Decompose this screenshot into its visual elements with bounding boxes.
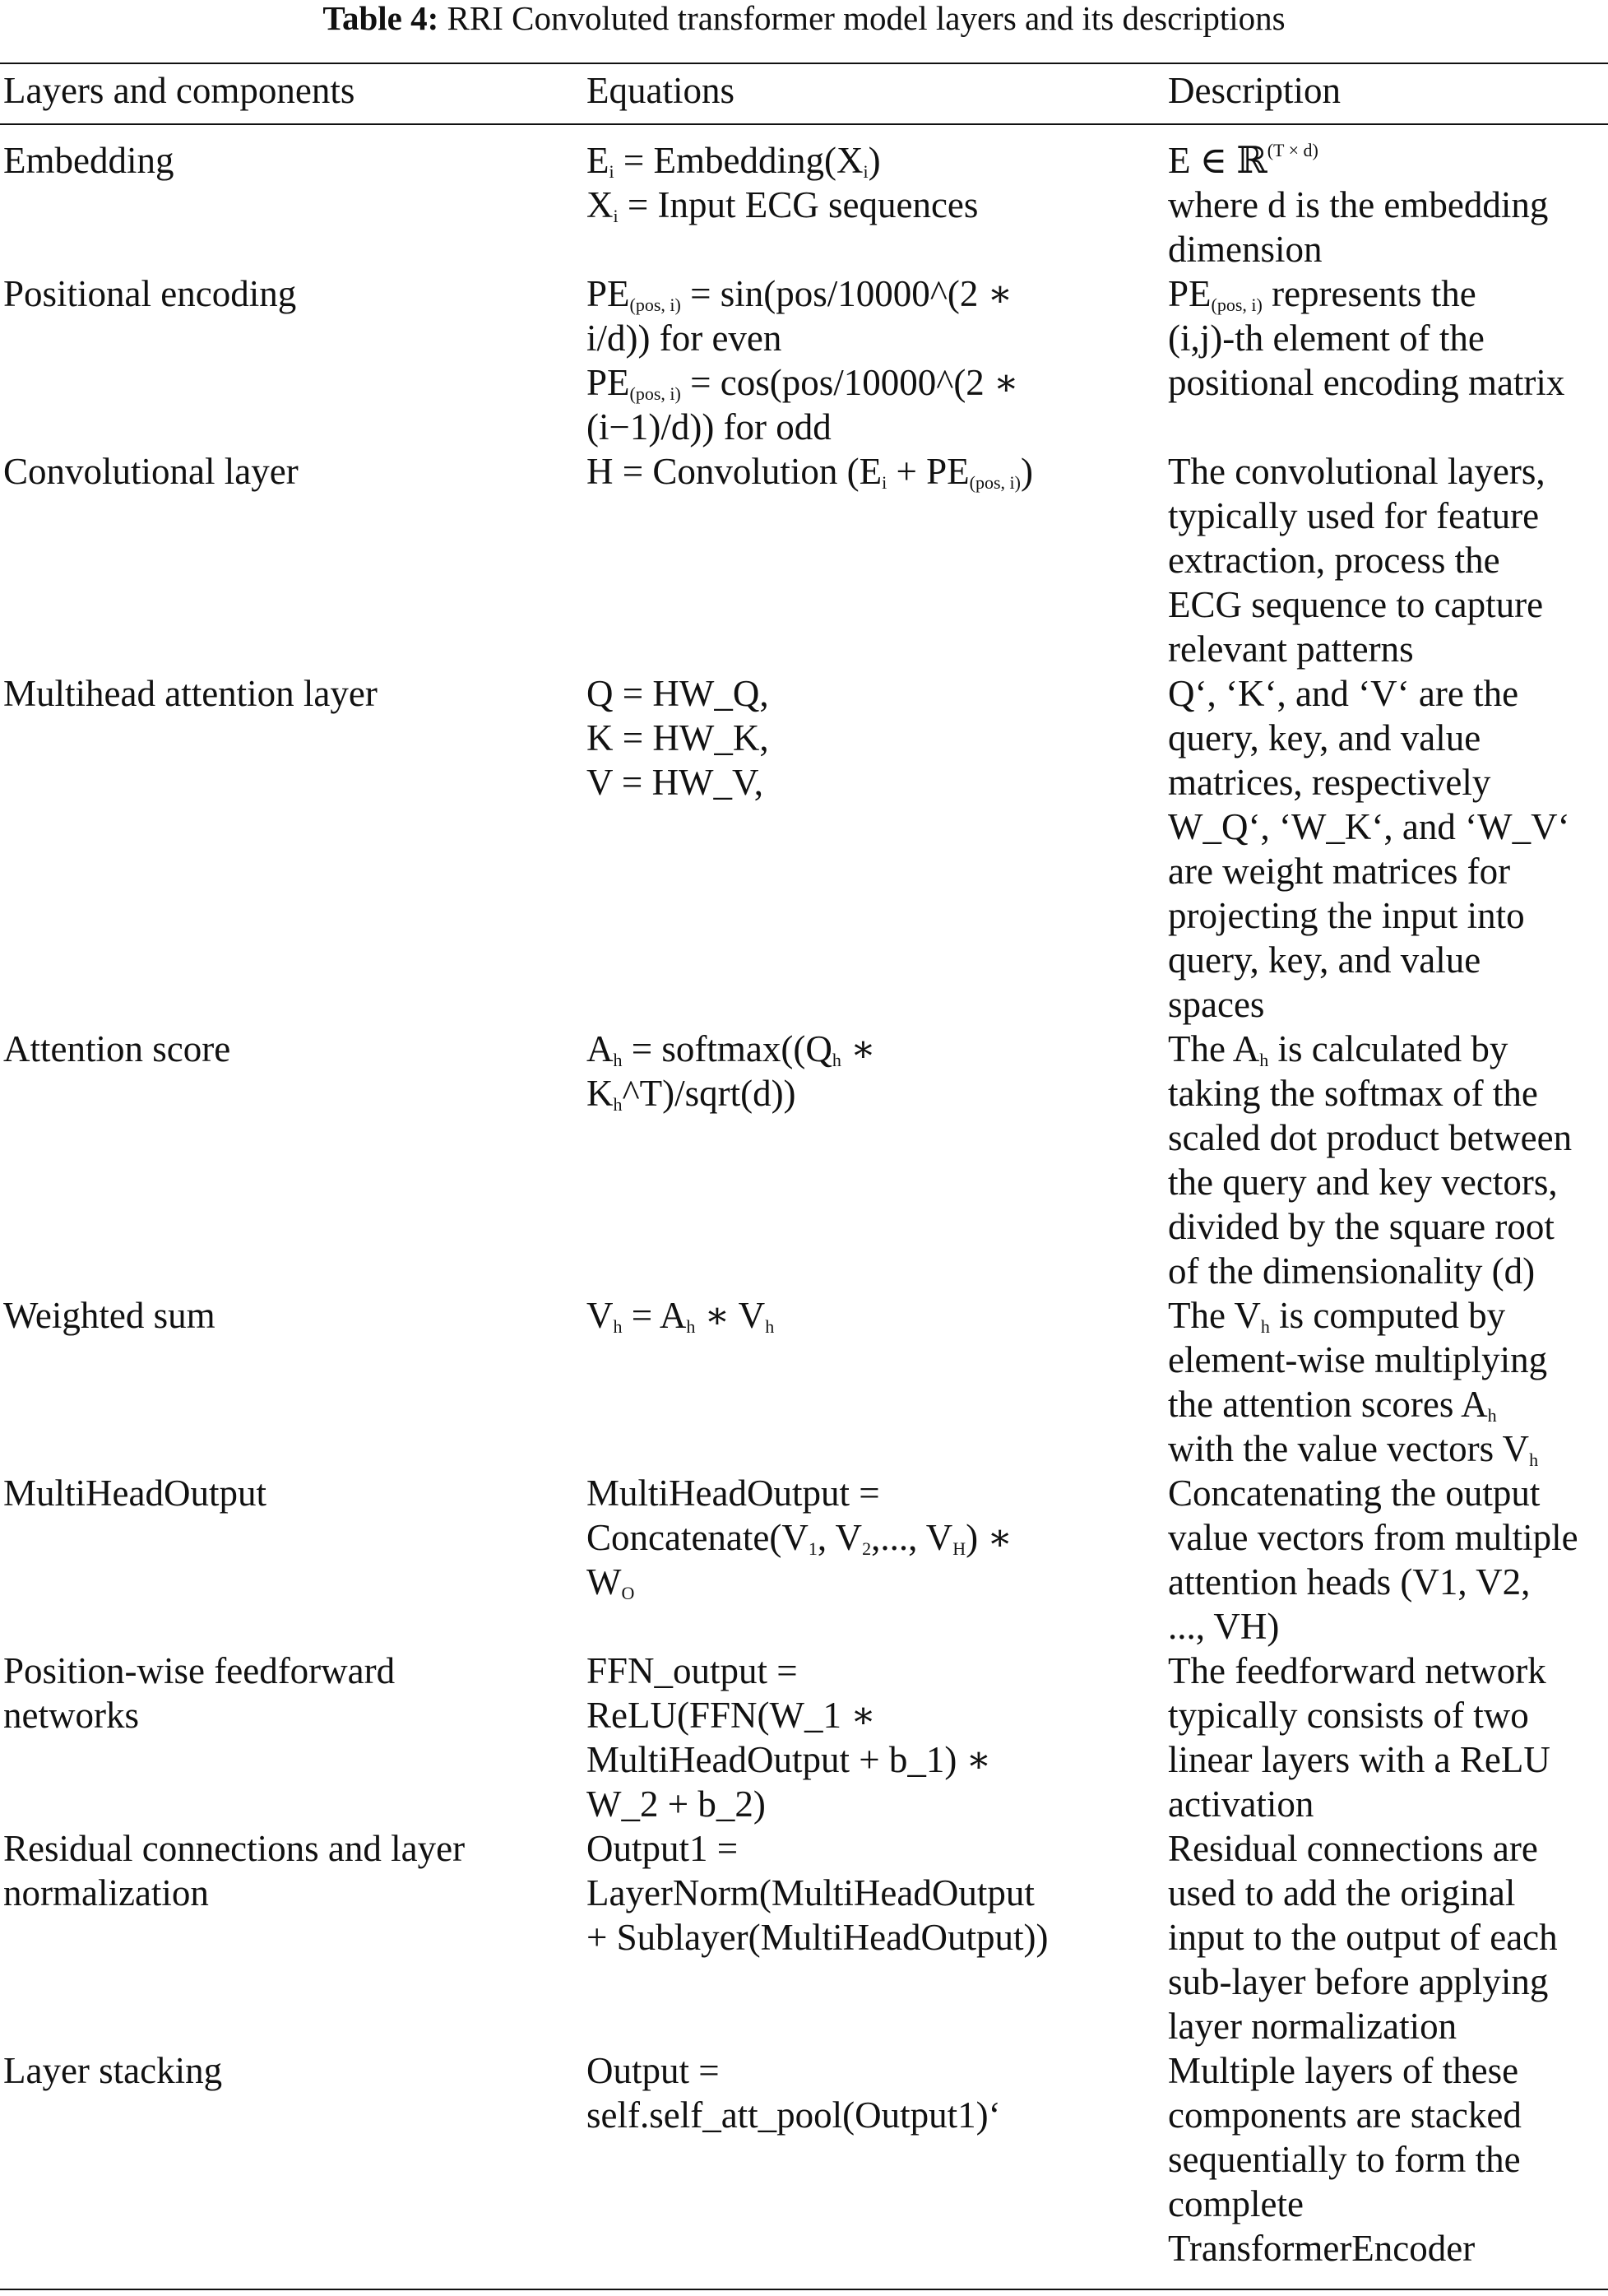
cell-layer bbox=[3, 2048, 222, 2093]
cell-equation bbox=[586, 449, 1033, 494]
cell-description bbox=[1168, 1471, 1578, 1649]
cell-line: dimension bbox=[1168, 229, 1323, 270]
cell-layer bbox=[3, 138, 174, 183]
cell-line: query, key, and value bbox=[1168, 717, 1481, 758]
header-equations: Equations bbox=[586, 70, 734, 111]
cell-line: input to the output of each bbox=[1168, 1917, 1558, 1958]
cell-line: V = HW_V, bbox=[586, 762, 763, 803]
cell-line: $K_h\^{}T)/sqrt(d)$) bbox=[586, 1073, 796, 1115]
cell-description bbox=[1168, 271, 1564, 405]
cell-line: taking the softmax of the bbox=[1168, 1073, 1538, 1114]
cell-line: layer normalization bbox=[1168, 2006, 1457, 2047]
cell-line: are weight matrices for bbox=[1168, 851, 1511, 892]
header-rule bbox=[0, 123, 1608, 125]
cell-line: The $V_h$ is computed by bbox=[1168, 1295, 1506, 1337]
cell-layer bbox=[3, 1649, 395, 1737]
cell-line: $Concatenate(V_1$, $V_2$,..., $V_H$) ∗ bbox=[586, 1517, 1013, 1559]
cell-line: Multihead attention layer bbox=[3, 673, 378, 714]
cell-equation bbox=[586, 138, 978, 227]
cell-line: used to add the original bbox=[1168, 1872, 1516, 1913]
cell-layer bbox=[3, 1471, 266, 1515]
cell-line: normalization bbox=[3, 1872, 209, 1913]
cell-layer bbox=[3, 271, 296, 316]
cell-layer bbox=[3, 1027, 230, 1071]
cell-line: element-wise multiplying bbox=[1168, 1339, 1548, 1380]
cell-line: Q‘, ‘K‘, and ‘V‘ are the bbox=[1168, 673, 1519, 714]
cell-line: (i,j)-th element of the bbox=[1168, 318, 1485, 359]
cell-line: complete bbox=[1168, 2183, 1304, 2224]
cell-line: MultiHeadOutput + b_1) ∗ bbox=[586, 1739, 992, 1780]
cell-layer bbox=[3, 1826, 465, 1915]
cell-equation bbox=[586, 1293, 774, 1338]
cell-line: MultiHeadOutput = bbox=[586, 1473, 880, 1514]
cell-line: MultiHeadOutput bbox=[3, 1473, 266, 1514]
cell-line: W_Q‘, ‘W_K‘, and ‘W_V‘ bbox=[1168, 806, 1570, 847]
cell-line: Position-wise feedforward bbox=[3, 1650, 396, 1691]
cell-line: positional encoding matrix bbox=[1168, 362, 1565, 403]
cell-line: projecting the input into bbox=[1168, 895, 1525, 936]
cell-line: Embedding bbox=[3, 140, 174, 181]
cell-line: of the dimensionality (d) bbox=[1168, 1250, 1536, 1292]
cell-line: $A_h$ = $softmax((Q_h$ ∗ bbox=[586, 1028, 876, 1070]
cell-line: scaled dot product between bbox=[1168, 1117, 1573, 1158]
cell-description bbox=[1168, 1293, 1547, 1471]
cell-line: Attention score bbox=[3, 1028, 231, 1069]
cell-line: Output1 = bbox=[586, 1828, 739, 1869]
cell-line: $X_i$ = Input ECG sequences bbox=[586, 184, 979, 226]
cell-line: Layer stacking bbox=[3, 2050, 223, 2091]
cell-line: The feedforward network bbox=[1168, 1650, 1546, 1691]
cell-description bbox=[1168, 449, 1545, 671]
table-caption bbox=[0, 0, 1608, 36]
cell-line: sub-layer before applying bbox=[1168, 1961, 1549, 2002]
header-layers: Layers and components bbox=[3, 70, 355, 111]
cell-line: sequentially to form the bbox=[1168, 2139, 1521, 2180]
cell-line: $PE_{(pos, i)}$ = sin(pos/10000^(2 ∗ bbox=[586, 273, 1013, 315]
cell-line: Convolutional layer bbox=[3, 451, 299, 492]
cell-line: Residual connections and layer bbox=[3, 1828, 466, 1869]
cell-line: typically consists of two bbox=[1168, 1695, 1529, 1736]
cell-line: $V_h = A_h$ ∗ $V_h$ bbox=[586, 1295, 775, 1337]
cell-layer bbox=[3, 449, 299, 494]
cell-line: Concatenating the output bbox=[1168, 1473, 1541, 1514]
cell-line: The $A_h$ is calculated by bbox=[1168, 1028, 1508, 1070]
cell-equation bbox=[586, 1027, 876, 1116]
cell-line: Residual connections are bbox=[1168, 1828, 1538, 1869]
cell-equation bbox=[586, 1649, 991, 1826]
cell-line: the query and key vectors, bbox=[1168, 1162, 1558, 1203]
cell-line: divided by the square root bbox=[1168, 1206, 1555, 1247]
bottom-rule bbox=[0, 2289, 1608, 2290]
cell-line: query, key, and value bbox=[1168, 939, 1481, 981]
cell-line: Q = HW_Q, bbox=[586, 673, 769, 714]
cell-line: i/d)) for even bbox=[586, 318, 782, 359]
cell-equation bbox=[586, 1471, 1013, 1604]
cell-line: components are stacked bbox=[1168, 2094, 1522, 2136]
cell-line: ECG sequence to capture bbox=[1168, 584, 1544, 625]
cell-line: value vectors from multiple bbox=[1168, 1517, 1578, 1558]
cell-line: Output = bbox=[586, 2050, 720, 2091]
cell-line: TransformerEncoder bbox=[1168, 2228, 1476, 2269]
cell-line: Multiple layers of these bbox=[1168, 2050, 1519, 2091]
cell-line: extraction, process the bbox=[1168, 540, 1500, 581]
cell-line: typically used for feature bbox=[1168, 495, 1540, 536]
cell-description bbox=[1168, 2048, 1522, 2270]
cell-line: $E_i$ = $Embedding(X_i)$ bbox=[586, 140, 881, 182]
cell-line: E ∈ ℝ$^{(T \times d)}$ bbox=[1168, 140, 1318, 181]
cell-line: networks bbox=[3, 1695, 139, 1736]
cell-description bbox=[1168, 1826, 1558, 2048]
cell-line: K = HW_K, bbox=[586, 717, 769, 758]
header-description: Description bbox=[1168, 70, 1341, 111]
cell-line: $PE_{(pos, i)}$ = cos(pos/10000^(2 ∗ bbox=[586, 362, 1019, 404]
cell-equation bbox=[586, 1826, 1049, 1960]
cell-line: where d is the embedding bbox=[1168, 184, 1549, 225]
top-rule bbox=[0, 63, 1608, 64]
cell-description bbox=[1168, 671, 1570, 1027]
cell-equation bbox=[586, 671, 769, 805]
cell-line: ..., VH) bbox=[1168, 1606, 1280, 1647]
caption-title: RRI Convoluted transformer model layers and its descriptions bbox=[447, 0, 1286, 37]
cell-layer bbox=[3, 671, 378, 716]
cell-line: W_2 + b_2) bbox=[586, 1783, 766, 1825]
cell-line: with the value vectors $V_h$ bbox=[1168, 1428, 1539, 1470]
cell-line: H = Convolution $(E_i + PE_{(pos, i)})$ bbox=[586, 451, 1033, 493]
caption-label: Table 4: bbox=[322, 0, 439, 37]
cell-line: linear layers with a ReLU bbox=[1168, 1739, 1550, 1780]
cell-line: Positional encoding bbox=[3, 273, 297, 314]
cell-description bbox=[1168, 1027, 1572, 1293]
cell-equation bbox=[586, 2048, 1001, 2137]
cell-line: attention heads (V1, V2, bbox=[1168, 1561, 1531, 1603]
cell-line: the attention scores $A_h$ bbox=[1168, 1384, 1497, 1426]
cell-line: $PE_{(pos, i)}$ represents the bbox=[1168, 273, 1476, 315]
cell-line: FFN_output = bbox=[586, 1650, 798, 1691]
cell-layer bbox=[3, 1293, 215, 1338]
cell-line: (i−1)/d)) for odd bbox=[586, 406, 832, 448]
cell-line: ReLU(FFN(W_1 ∗ bbox=[586, 1695, 876, 1736]
cell-equation bbox=[586, 271, 1019, 449]
cell-line: + Sublayer(MultiHeadOutput)) bbox=[586, 1917, 1049, 1958]
cell-description bbox=[1168, 1649, 1550, 1826]
cell-line: $W_O$ bbox=[586, 1561, 635, 1603]
cell-line: Weighted sum bbox=[3, 1295, 215, 1336]
cell-line: matrices, respectively bbox=[1168, 762, 1491, 803]
cell-description bbox=[1168, 138, 1548, 271]
cell-line: relevant patterns bbox=[1168, 629, 1414, 670]
cell-line: spaces bbox=[1168, 984, 1265, 1025]
cell-line: activation bbox=[1168, 1783, 1314, 1825]
cell-line: LayerNorm(MultiHeadOutput bbox=[586, 1872, 1035, 1913]
cell-line: self.self_att_pool(Output1)‘ bbox=[586, 2094, 1001, 2136]
cell-line: The convolutional layers, bbox=[1168, 451, 1545, 492]
